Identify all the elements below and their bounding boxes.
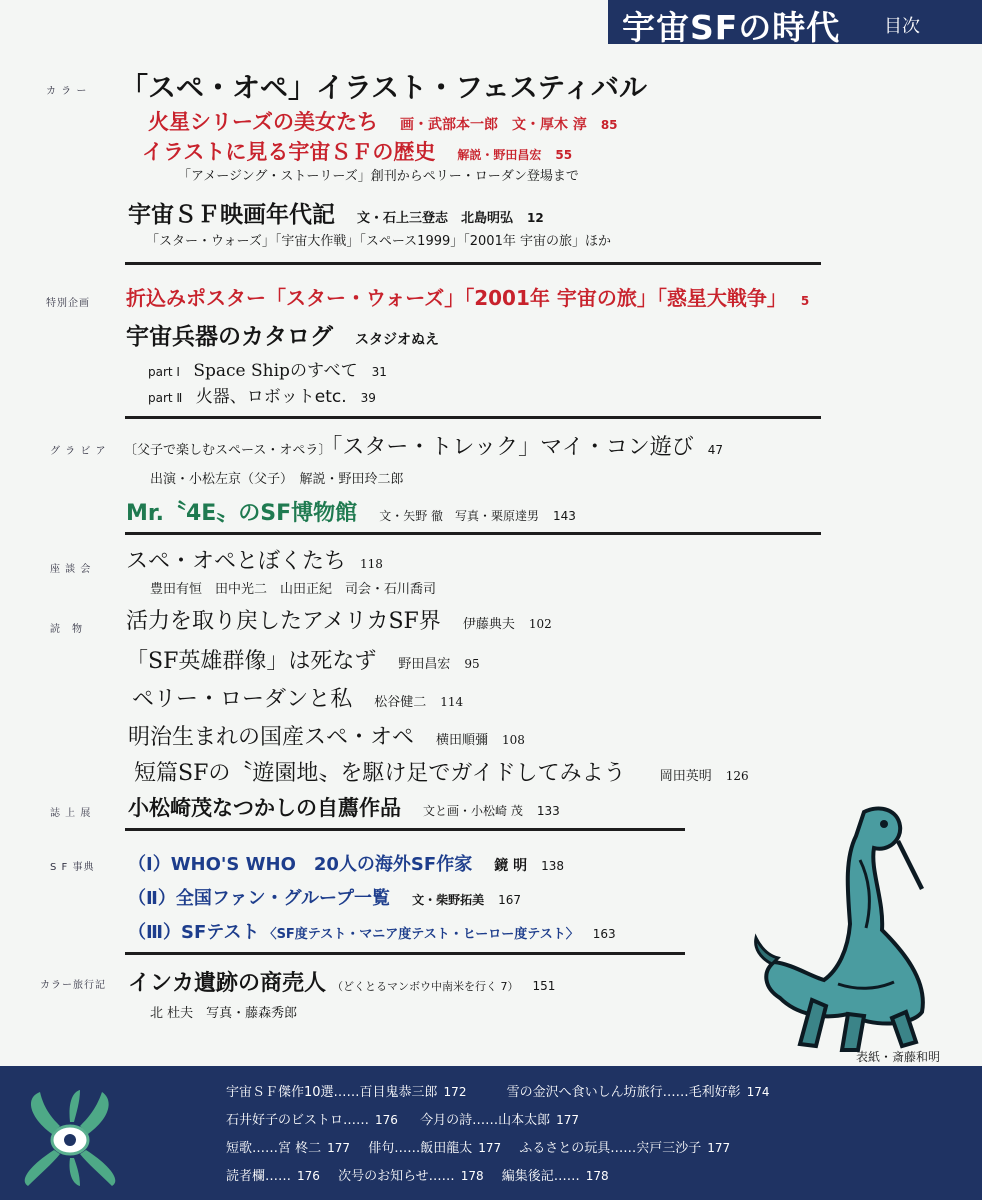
page-number: 31 — [371, 365, 387, 379]
item-title: （Ⅱ）全国ファン・グループ一覧 — [128, 888, 391, 909]
toc-item[interactable] — [126, 604, 552, 635]
item-author: 岡田英明 — [659, 769, 712, 784]
page-number: 126 — [725, 769, 749, 783]
page-number: 12 — [527, 211, 544, 225]
toc-item[interactable] — [134, 756, 749, 787]
section-divider — [125, 952, 685, 955]
item-author: 〈SF度テスト・マニア度テスト・ヒーロー度テスト〉 — [263, 927, 579, 942]
item-title: （Ⅲ）SFテスト — [128, 922, 260, 943]
item-title: 折込みポスター「スター・ウォーズ」「2001年 宇宙の旅」「惑星大戦争」 — [126, 286, 787, 310]
item-author: 横田順彌 — [436, 733, 489, 748]
page-number: 114 — [440, 695, 464, 709]
header-banner — [608, 0, 982, 47]
toc-item[interactable] — [126, 644, 480, 675]
page-number: 85 — [600, 118, 618, 132]
part-label: part Ⅱ — [148, 391, 183, 405]
cover-credit: 表紙・斎藤和明 — [856, 1050, 941, 1064]
page-title: 宇宙SFの時代 — [622, 8, 841, 47]
item-author: 野田昌宏 — [398, 657, 451, 672]
part-label: part Ⅰ — [148, 365, 180, 379]
toc-item[interactable] — [128, 884, 521, 910]
item-title: ペリー・ローダンと私 — [132, 687, 353, 712]
item-title: 明治生まれの国産スペ・オペ — [128, 725, 415, 750]
dragon-illustration — [752, 800, 972, 1060]
toc-item[interactable] — [126, 496, 576, 527]
item-credit: 文と画・小松崎 茂 — [423, 804, 523, 818]
item-title: スペ・オペとぼくたち — [126, 549, 347, 574]
footer-item[interactable]: ふるさとの玩具……宍戸三沙子 177 — [519, 1141, 731, 1156]
toc-item[interactable] — [142, 136, 572, 166]
item-title: 火器、ロボットetc. — [195, 387, 347, 407]
footer-row — [226, 1081, 770, 1100]
item-title: 宇宙ＳＦ映画年代記 — [128, 202, 335, 228]
page-number: 5 — [800, 294, 810, 308]
section-divider — [125, 262, 821, 265]
item-credit: 文・石上三登志 北島明弘 — [357, 211, 514, 226]
footer-row — [226, 1165, 609, 1184]
item-credit: 文・矢野 徹 写真・栗原達男 — [379, 509, 540, 523]
item-title: 小松崎茂なつかしの自薦作品 — [128, 796, 401, 820]
dragon-icon — [756, 808, 924, 1050]
item-credit: 画・武部本一郎 文・厚木 淳 — [399, 117, 587, 133]
toc-item[interactable] — [128, 918, 616, 944]
toc-item[interactable] — [128, 966, 555, 997]
item-title: Space Shipのすべて — [193, 361, 358, 381]
page-number: 95 — [464, 657, 480, 671]
toc-item[interactable] — [128, 850, 564, 876]
item-credit: 解説・野田昌宏 — [457, 148, 542, 162]
sea-creature-icon — [25, 1090, 116, 1186]
item-author: 文・柴野拓美 — [412, 893, 485, 907]
item-author: 鏡 明 — [494, 858, 528, 874]
color-feature-title: 「スペ・オペ」イラスト・フェスティバル — [120, 71, 647, 104]
category-special: 特別企画 — [46, 298, 90, 309]
category-reading: 読 物 — [50, 624, 83, 635]
toc-item[interactable] — [128, 196, 544, 229]
footer-item[interactable]: 宇宙ＳＦ傑作10選……百目鬼恭三郎 172 — [226, 1085, 467, 1100]
item-prefix: 〔父子で楽しむスペース・オペラ〕 — [124, 443, 332, 458]
page-number: 133 — [536, 804, 560, 818]
section-divider — [125, 532, 821, 535]
toc-item[interactable] — [128, 720, 525, 751]
page-number: 102 — [528, 617, 552, 631]
page-number: 167 — [498, 893, 521, 907]
toc-item[interactable] — [148, 382, 376, 407]
item-credit: 北 杜夫 写真・藤森秀郎 — [150, 1006, 298, 1021]
item-title: Mr.〝4E〟のSF博物館 — [126, 501, 358, 526]
item-subtitle: 「アメージング・ストーリーズ」創刊からペリー・ローダン登場まで — [178, 169, 579, 184]
category-exhibition: 誌 上 展 — [50, 808, 92, 819]
footer-item[interactable]: 次号のお知らせ…… 178 — [338, 1169, 484, 1184]
footer-banner — [0, 1066, 982, 1200]
toc-item[interactable] — [132, 682, 463, 713]
footer-item[interactable]: 読者欄…… 176 — [226, 1169, 320, 1184]
page-number: 143 — [553, 509, 576, 523]
item-title: 「スター・トレック」マイ・コン遊び — [331, 435, 694, 460]
item-subtitle: 出演・小松左京（父子） 解説・野田玲二郎 — [150, 472, 404, 487]
footer-item[interactable]: 編集後記…… 178 — [501, 1169, 609, 1184]
page-number: 39 — [360, 391, 376, 405]
page-number: 163 — [592, 927, 616, 941]
category-sf-encyclopedia: S F 事典 — [50, 862, 95, 873]
page-number: 47 — [707, 443, 723, 457]
page-number: 151 — [532, 979, 556, 993]
footer-item[interactable]: 俳句……飯田龍太 177 — [368, 1141, 502, 1156]
category-roundtable: 座 談 会 — [50, 564, 92, 575]
page-number: 118 — [360, 557, 383, 571]
item-subtitle: 「スター・ウォーズ」「宇宙大作戦」「スペース1999」「2001年 宇宙の旅」ほか — [146, 234, 611, 249]
footer-item[interactable]: 短歌……宮 柊二 177 — [226, 1141, 351, 1156]
item-credit: スタジオぬえ — [355, 332, 439, 348]
toc-item[interactable] — [124, 430, 723, 461]
toc-item[interactable] — [126, 318, 439, 351]
item-title: インカ遺跡の商売人 — [128, 971, 327, 996]
page-number: 55 — [555, 148, 573, 162]
category-travel: カラー旅行記 — [40, 980, 106, 991]
item-title: 短篇SFの〝遊園地〟を駆け足でガイドしてみよう — [134, 761, 626, 786]
footer-item[interactable]: 雪の金沢へ食いしん坊旅行……毛利好彰 174 — [506, 1085, 770, 1100]
item-title: 「SF英雄群像」は死なず — [126, 649, 377, 674]
item-title: （Ⅰ）WHO'S WHO 20人の海外SF作家 — [128, 854, 473, 875]
footer-row — [226, 1109, 579, 1128]
sea-creature-illustration — [10, 1088, 130, 1188]
page-number: 108 — [502, 733, 525, 747]
item-title: 活力を取り戻したアメリカSF界 — [126, 609, 441, 634]
toc-item[interactable] — [126, 282, 809, 311]
page-number: 138 — [541, 859, 564, 873]
item-title: 火星シリーズの美女たち — [148, 110, 378, 134]
toc-item[interactable] — [126, 544, 383, 575]
participants: 豊田有恒 田中光二 山田正紀 司会・石川喬司 — [150, 582, 437, 597]
item-title: 宇宙兵器のカタログ — [126, 324, 333, 350]
category-gravure: グ ラ ビ ア — [50, 446, 107, 457]
item-title: イラストに見る宇宙ＳＦの歴史 — [142, 140, 436, 164]
toc-item[interactable] — [148, 106, 618, 136]
page-subtitle: 目次 — [884, 16, 920, 37]
item-subtitle: （どくとるマンボウ中南米を行く 7） — [332, 980, 519, 993]
item-author: 松谷健二 — [374, 695, 427, 710]
footer-item[interactable]: 今月の詩……山本太郎 177 — [420, 1113, 579, 1128]
section-divider — [125, 416, 821, 419]
category-color: カ ラ ー — [46, 86, 88, 97]
toc-item[interactable] — [148, 356, 387, 381]
footer-item[interactable]: 石井好子のビストロ…… 176 — [226, 1113, 398, 1128]
footer-row — [226, 1137, 730, 1156]
toc-item[interactable] — [128, 792, 560, 822]
item-author: 伊藤典夫 — [462, 617, 515, 632]
section-divider — [125, 828, 685, 831]
